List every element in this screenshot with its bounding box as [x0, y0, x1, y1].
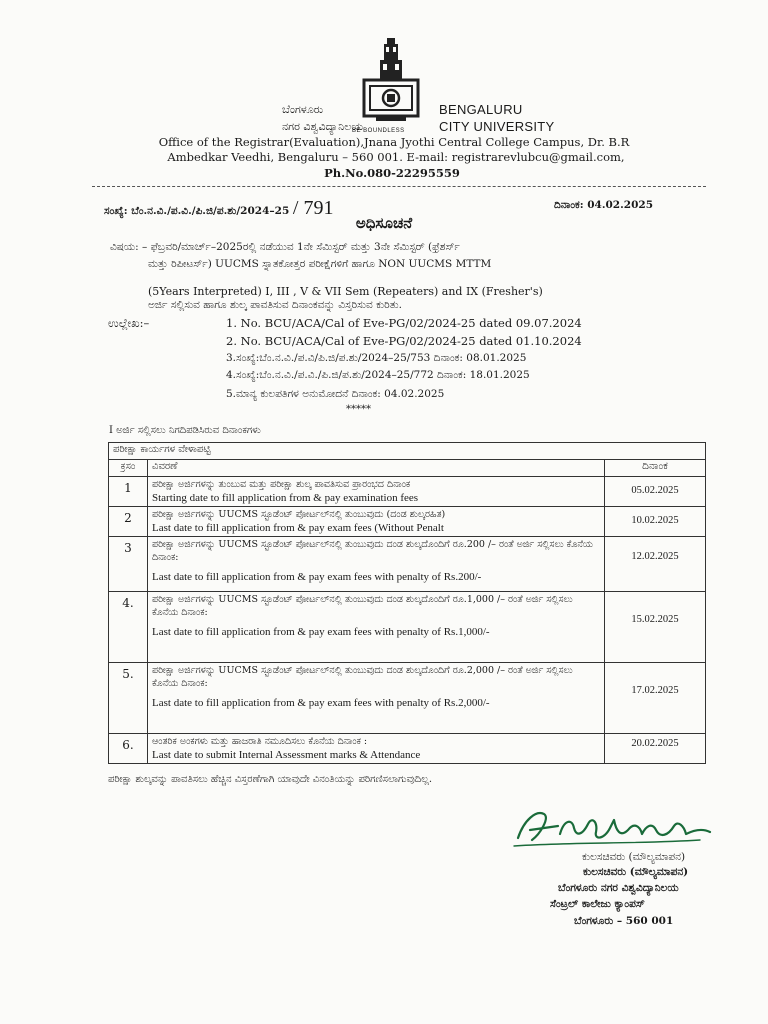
- row-date: 12.02.2025: [605, 537, 706, 592]
- office-phone: Ph.No.080-22295559: [324, 166, 460, 180]
- signatory-designation-stamp: ಕುಲಸಚಿವರು (ಮೌಲ್ಯಮಾಪನ): [582, 851, 686, 863]
- footnote: ಪರೀಕ್ಷಾ ಶುಲ್ಕವನ್ನು ಪಾವತಿಸಲು ಹೆಚ್ಚಿನ ವಿಸ್ತರಣೆಗಾಗಿ ಯಾವುದೇ ವಿನಂತಿಯನ್ನು ಪರಿಗಣಿಸಲಾಗುವುದಿಲ್ಲ.: [108, 774, 433, 785]
- reference-item: 4.ಸಂಖ್ಯೆ:ಬೆಂ.ನ.ವಿ./ಪ.ವಿ./ಪಿ.ಜಿ/ಪ.ಶು/2024–25/772 ದಿನಾಂಕ: 18.01.2025: [226, 369, 530, 381]
- reference-item: 3.ಸಂಖ್ಯೆ:ಬೆಂ.ನ.ವಿ./ಪ.ವಿ/ಪಿ.ಜಿ/ಪ.ಶು/2024–25/753 ದಿನಾಂಕ: 08.01.2025: [226, 352, 527, 364]
- column-header-details: ವಿವರಣೆ: [148, 460, 605, 477]
- row-description-english: Last date to fill application from & pay exam fees with penalty of Rs.1,000/-: [152, 626, 490, 638]
- column-header-date: ದಿನಾಂಕ: [605, 460, 706, 477]
- row-date: 05.02.2025: [605, 477, 706, 507]
- signatory-city: ಬೆಂಗಳೂರು – 560 001: [574, 915, 674, 927]
- schedule-table: [108, 442, 706, 764]
- row-date: 17.02.2025: [605, 663, 706, 734]
- reference-item: 1. No. BCU/ACA/Cal of Eve-PG/02/2024-25 dated 09.07.2024: [226, 316, 582, 330]
- university-logo-icon: [356, 36, 426, 132]
- row-description-kannada: ಪರೀಕ್ಷಾ ಅರ್ಜಿಗಳನ್ನು UUCMS ಸ್ಟೂಡೆಂಟ್ ಪೋರ್ಟಲ್‌ನಲ್ಲಿ ತುಂಬುವುದು ದಂಡ ಶುಲ್ಕದೊಂದಿಗೆ ರೂ.2,000 /– ರಂತೆ ಅರ್ಜಿ ಸಲ್ಲಿಸಲು ಕೊನೆಯ ದಿನಾಂಕ:: [152, 665, 573, 689]
- office-address-line2: Ambedkar Veedhi, Bengaluru – 560 001. E-mail: registrarevlubcu@gmail.com,: [167, 150, 625, 164]
- signatory-designation: ಕುಲಸಚಿವರು (ಮೌಲ್ಯಮಾಪನ): [583, 866, 689, 878]
- row-serial: 1: [109, 477, 148, 507]
- row-description-english: Starting date to fill application from & pay examination fees: [152, 492, 419, 504]
- table-caption: ಪರೀಕ್ಷಾ ಕಾರ್ಯಗಳ ವೇಳಾಪಟ್ಟಿ: [109, 443, 706, 460]
- university-name-english-line1: BENGALURU: [439, 102, 523, 117]
- references-label: ಉಲ್ಲೇಖ:–: [108, 316, 150, 330]
- row-description-kannada: ಪರೀಕ್ಷಾ ಅರ್ಜಿಗಳನ್ನು ತುಂಬುವ ಮತ್ತು ಪರೀಕ್ಷಾ ಶುಲ್ಕ ಪಾವತಿಸುವ ಪ್ರಾರಂಭದ ದಿನಾಂಕ: [152, 479, 411, 490]
- signatory-campus: ಸೆಂಟ್ರಲ್ ಕಾಲೇಜು ಕ್ಯಾಂಪಸ್: [550, 898, 645, 910]
- row-description-kannada: ಆಂತರಿಕ ಅಂಕಗಳು ಮತ್ತು ಹಾಜರಾತಿ ನಮೂದಿಸಲು ಕೊನೆಯ ದಿನಾಂಕ :: [152, 736, 368, 747]
- row-description-english: Last date to fill application from & pay exam fees with penalty of Rs.200/-: [152, 571, 482, 583]
- row-description-english: Last date to submit Internal Assessment marks & Attendance: [152, 749, 421, 761]
- office-address-line1: Office of the Registrar(Evaluation),Jnana Jyothi Central College Campus, Dr. B.R: [158, 135, 630, 149]
- row-description: [148, 592, 605, 663]
- reference-item: 5.ಮಾನ್ಯ ಕುಲಪತಿಗಳ ಅನುಮೋದನೆ ದಿನಾಂಕ: 04.02.2025: [226, 388, 445, 400]
- row-description-kannada: ಪರೀಕ್ಷಾ ಅರ್ಜಿಗಳನ್ನು UUCMS ಸ್ಟೂಡೆಂಟ್ ಪೋರ್ಟಲ್‌ನಲ್ಲಿ ತುಂಬುವುದು ದಂಡ ಶುಲ್ಕದೊಂದಿಗೆ ರೂ.1,000 /– ರಂತೆ ಅರ್ಜಿ ಸಲ್ಲಿಸಲು ಕೊನೆಯ ದಿನಾಂಕ:: [152, 594, 573, 618]
- row-date: 15.02.2025: [605, 592, 706, 663]
- table-caption-row: [109, 443, 706, 460]
- row-description-english: Last date to fill application from & pay exam fees (Without Penalt: [152, 522, 444, 534]
- section-title: I ಅರ್ಜಿ ಸಲ್ಲಿಸಲು ನಿಗದಿಪಡಿಸಿರುವ ದಿನಾಂಕಗಳು: [109, 425, 261, 436]
- signatory-university: ಬೆಂಗಳೂರು ನಗರ ವಿಶ್ವವಿದ್ಯಾನಿಲಯ: [558, 882, 679, 894]
- notification-date: ದಿನಾಂಕ: 04.02.2025: [554, 199, 653, 211]
- university-name-english-line2: CITY UNIVERSITY: [439, 119, 555, 134]
- row-serial: 4.: [109, 592, 148, 663]
- column-header-sl: ಕ್ರಸಂ: [109, 460, 148, 477]
- row-description-kannada: ಪರೀಕ್ಷಾ ಅರ್ಜಿಗಳನ್ನು UUCMS ಸ್ಟೂಡೆಂಟ್ ಪೋರ್ಟಲ್‌ನಲ್ಲಿ ತುಂಬುವುದು (ದಂಡ ಶುಲ್ಕರಹಿತ): [152, 509, 446, 520]
- row-description-kannada: ಪರೀಕ್ಷಾ ಅರ್ಜಿಗಳನ್ನು UUCMS ಸ್ಟೂಡೆಂಟ್ ಪೋರ್ಟಲ್‌ನಲ್ಲಿ ತುಂಬುವುದು ದಂಡ ಶುಲ್ಕದೊಂದಿಗೆ ರೂ.200 /– ರಂತೆ ಅರ್ಜಿ ಸಲ್ಲಿಸಲು ಕೊನೆಯ ದಿನಾಂಕ:: [152, 539, 593, 563]
- table-row: [109, 477, 706, 507]
- row-description: [148, 507, 605, 537]
- table-row: [109, 663, 706, 734]
- header-divider: [92, 186, 706, 187]
- row-date: 20.02.2025: [605, 734, 706, 764]
- subject-line1: ವಿಷಯ: – ಫೆಬ್ರವರಿ/ಮಾರ್ಚ್–2025ರಲ್ಲಿ ನಡೆಯುವ 1ನೇ ಸೆಮಿಸ್ಟರ್ ಮತ್ತು 3ನೇ ಸೆಮಿಸ್ಟರ್ (ಫ್ರೆಶರ್ಸ್: [110, 241, 460, 253]
- row-serial: 3: [109, 537, 148, 592]
- row-description-english: Last date to fill application from & pay exam fees with penalty of Rs.2,000/-: [152, 697, 490, 709]
- subject-line3: (5Years Interpreted) I, III , V & VII Sem (Repeaters) and IX (Fresher's): [148, 285, 543, 298]
- reference-number-prefix: ಸಂಖ್ಯೆ: ಬೆಂ.ನ.ವಿ./ಪ.ವಿ./ಪಿ.ಜಿ/ಪ.ಶು/2024–25: [104, 205, 290, 217]
- table-row: [109, 592, 706, 663]
- notification-title: ಅಧಿಸೂಚನೆ: [355, 214, 413, 232]
- subject-line2: ಮತ್ತು ರಿಪೀಟರ್ಸ್) UUCMS ಸ್ನಾತಕೋತ್ತರ ಪರೀಕ್ಷೆಗಳಿಗೆ ಹಾಗೂ NON UUCMS MTTM: [148, 258, 492, 270]
- table-row: [109, 507, 706, 537]
- subject-line4: ಅರ್ಜಿ ಸಲ್ಲಿಸುವ ಹಾಗೂ ಶುಲ್ಕ ಪಾವತಿಸುವ ದಿನಾಂಕವನ್ನು ವಿಸ್ತರಿಸುವ ಕುರಿತು.: [148, 299, 402, 311]
- university-tagline: BE BOUNDLESS: [352, 128, 405, 134]
- separator-stars: *****: [346, 404, 371, 415]
- table-row: [109, 537, 706, 592]
- university-name-kannada-line1: ಬೆಂಗಳೂರು: [282, 103, 324, 116]
- row-date: 10.02.2025: [605, 507, 706, 537]
- row-description: [148, 663, 605, 734]
- table-row: [109, 734, 706, 764]
- row-serial: 6.: [109, 734, 148, 764]
- row-serial: 2: [109, 507, 148, 537]
- row-description: [148, 734, 605, 764]
- row-description: [148, 477, 605, 507]
- university-name-kannada-line2: ನಗರ ವಿಶ್ವವಿದ್ಯಾನಿಲಯ: [282, 120, 364, 133]
- row-serial: 5.: [109, 663, 148, 734]
- reference-item: 2. No. BCU/ACA/Cal of Eve-PG/02/2024-25 dated 01.10.2024: [226, 334, 582, 348]
- reference-number-handwritten: / 791: [292, 197, 334, 219]
- table-header-row: [109, 460, 706, 477]
- row-description: [148, 537, 605, 592]
